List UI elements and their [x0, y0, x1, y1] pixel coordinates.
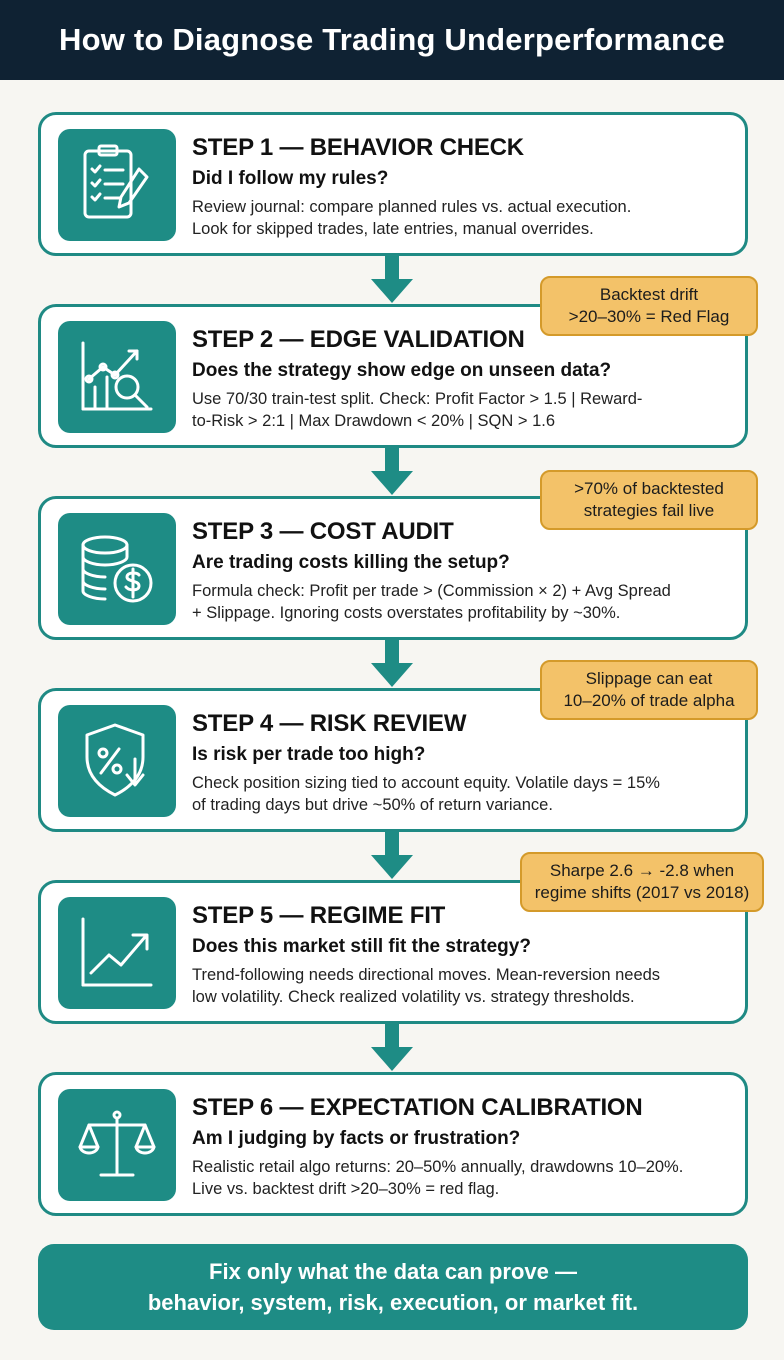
step-description-line: of trading days but drive ~50% of return variance. [192, 796, 553, 814]
step-question: Does the strategy show edge on unseen data? [192, 360, 612, 381]
coins-dollar-icon [58, 513, 176, 625]
step-description-line: + Slippage. Ignoring costs overstates profitability by ~30%. [192, 604, 621, 622]
step-title: STEP 4 — RISK REVIEW [192, 710, 467, 737]
footer-line: behavior, system, risk, execution, or market fit. [147, 1290, 639, 1315]
chart-magnifier-icon [58, 321, 176, 433]
down-arrow-icon [371, 639, 413, 689]
step-description-line: Look for skipped trades, late entries, manual overrides. [192, 220, 594, 238]
step-title: STEP 2 — EDGE VALIDATION [192, 326, 525, 353]
callout-note-line: 10–20% of trade alpha [563, 691, 735, 710]
step-title: STEP 3 — COST AUDIT [192, 518, 454, 545]
step-description-line: Formula check: Profit per trade > (Commission × 2) + Avg Spread [192, 582, 671, 600]
step-description [192, 196, 727, 240]
step-description-line: to-Risk > 2:1 | Max Drawdown < 20% | SQN > 1.6 [192, 412, 556, 430]
down-arrow-icon [371, 831, 413, 881]
step-question: Am I judging by facts or frustration? [192, 1128, 521, 1149]
callout-note-line: >70% of backtested [574, 479, 724, 498]
step-description-line: Trend-following needs directional moves. Mean-reversion needs [192, 966, 661, 984]
step-description-line: Realistic retail algo returns: 20–50% annually, drawdowns 10–20%. [192, 1158, 684, 1176]
step-description-line: Check position sizing tied to account equity. Volatile days = 15% [192, 774, 660, 792]
step-question: Are trading costs killing the setup? [192, 552, 510, 573]
step-description-line: low volatility. Check realized volatility vs. strategy thresholds. [192, 988, 635, 1006]
down-arrow-icon [371, 255, 413, 305]
footer-line: Fix only what the data can prove — [209, 1259, 577, 1284]
footer-banner [38, 1244, 748, 1330]
header-banner [0, 0, 784, 80]
balance-scale-icon [58, 1089, 176, 1201]
down-arrow-icon [371, 1023, 413, 1073]
callout-note-line: Backtest drift [599, 285, 699, 304]
step-question: Does this market still fit the strategy? [192, 936, 531, 957]
step-description [192, 964, 727, 1008]
step-description-line: Use 70/30 train-test split. Check: Profit Factor > 1.5 | Reward- [192, 390, 643, 408]
callout-note-slippage [540, 660, 758, 720]
step-question: Is risk per trade too high? [192, 744, 426, 765]
callout-note-line: Sharpe 2.6 → -2.8 when [549, 861, 735, 880]
step-description-line: Live vs. backtest drift >20–30% = red flag. [192, 1180, 500, 1198]
callout-note-strategies-fail [540, 470, 758, 530]
down-arrow-icon [371, 447, 413, 497]
callout-note-line: strategies fail live [583, 501, 715, 520]
step-description [192, 388, 727, 432]
step-description [192, 580, 727, 624]
callout-note-line: >20–30% = Red Flag [568, 307, 730, 326]
callout-note-sharpe [520, 852, 764, 912]
step-card-1 [38, 112, 748, 256]
step-card-6 [38, 1072, 748, 1216]
trend-arrow-icon [58, 897, 176, 1009]
step-description [192, 1156, 727, 1200]
step-title: STEP 5 — REGIME FIT [192, 902, 446, 929]
page-title: How to Diagnose Trading Underperformance [59, 22, 725, 57]
callout-note-line: Slippage can eat [585, 669, 713, 688]
step-title: STEP 1 — BEHAVIOR CHECK [192, 134, 524, 161]
callout-note-backtest-drift [540, 276, 758, 336]
step-description-line: Review journal: compare planned rules vs. actual execution. [192, 198, 632, 216]
step-description [192, 772, 727, 816]
callout-note-line: regime shifts (2017 vs 2018) [534, 883, 750, 902]
shield-percent-icon [58, 705, 176, 817]
step-title: STEP 6 — EXPECTATION CALIBRATION [192, 1094, 643, 1121]
checklist-pencil-icon [58, 129, 176, 241]
step-question: Did I follow my rules? [192, 168, 389, 189]
